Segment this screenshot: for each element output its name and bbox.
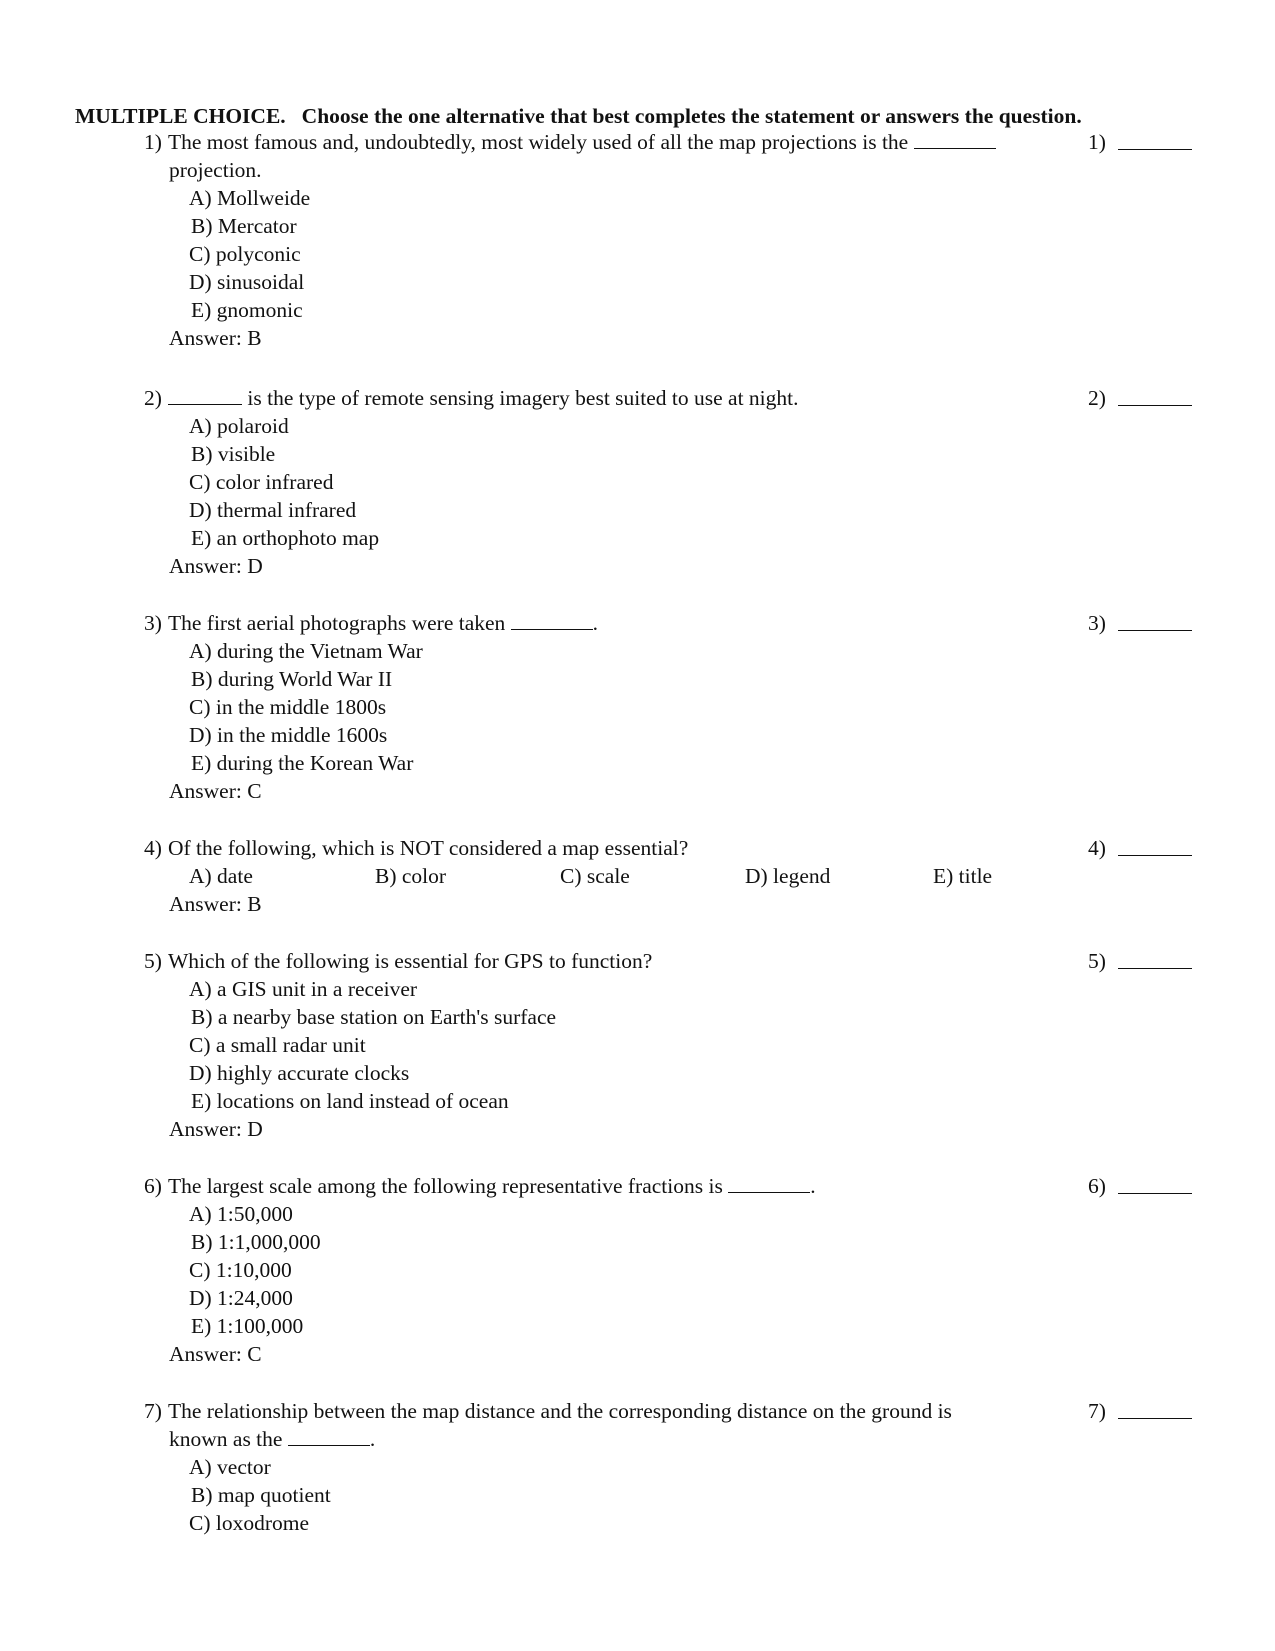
option-c: C) 1:10,000 (189, 1258, 292, 1282)
option-b: B) visible (191, 442, 276, 466)
option-a: A) Mollweide (189, 186, 311, 210)
margin-answer-line[interactable] (1118, 968, 1192, 969)
options-list (189, 1200, 321, 1340)
question-stem (144, 834, 1044, 862)
option-c: C) color infrared (189, 470, 334, 494)
option-a: A) during the Vietnam War (189, 639, 423, 663)
margin-number: 1) (1088, 130, 1106, 154)
option-c: C) a small radar unit (189, 1033, 366, 1057)
question-number: 1) (144, 130, 162, 154)
question-text: Of the following, which is NOT considered a map essential? (168, 836, 689, 860)
margin-number: 2) (1088, 386, 1106, 410)
question-stem (144, 1397, 1044, 1425)
option-e: E) locations on land instead of ocean (191, 1089, 509, 1113)
answer-key: Answer: B (169, 326, 262, 350)
margin-answer-line[interactable] (1118, 630, 1192, 631)
option-b: B) during World War II (191, 667, 393, 691)
margin-number: 6) (1088, 1174, 1106, 1198)
option-a: A) vector (189, 1455, 271, 1479)
option-b: B) color (375, 864, 447, 888)
margin-number: 4) (1088, 836, 1106, 860)
margin-number: 7) (1088, 1399, 1106, 1423)
option-e: E) an orthophoto map (191, 526, 380, 550)
option-e: E) title (933, 864, 993, 888)
margin-answer-line[interactable] (1118, 149, 1192, 150)
option-b: B) Mercator (191, 214, 297, 238)
option-e: E) 1:100,000 (191, 1314, 304, 1338)
option-d: D) legend (745, 864, 831, 888)
option-b: B) a nearby base station on Earth's surface (191, 1005, 557, 1029)
question-text: The relationship between the map distance and the corresponding distance on the ground is (168, 1399, 952, 1423)
question-stem (144, 609, 1044, 637)
option-d: D) in the middle 1600s (189, 723, 388, 747)
options-list (189, 637, 423, 777)
question-stem (144, 1172, 1044, 1200)
margin-answer-line[interactable] (1118, 1418, 1192, 1419)
options-list (189, 975, 556, 1115)
answer-blank (914, 128, 996, 149)
answer-key: Answer: D (169, 1117, 263, 1141)
question-text: The first aerial photographs were taken (168, 611, 506, 635)
option-c: C) polyconic (189, 242, 301, 266)
option-a: A) polaroid (189, 414, 289, 438)
option-c: C) in the middle 1800s (189, 695, 387, 719)
options-list (189, 412, 379, 552)
answer-key: Answer: C (169, 1342, 262, 1366)
option-e: E) gnomonic (191, 298, 303, 322)
question-text: Which of the following is essential for GPS to function? (168, 949, 653, 973)
option-a: A) date (189, 864, 253, 888)
question-text: The largest scale among the following representative fractions is (168, 1174, 723, 1198)
options-list (189, 184, 310, 324)
margin-number: 3) (1088, 611, 1106, 635)
question-text-end: . (592, 611, 599, 635)
option-d: D) 1:24,000 (189, 1286, 293, 1310)
margin-answer-line[interactable] (1118, 855, 1192, 856)
answer-key: Answer: C (169, 779, 262, 803)
question-text-continued (169, 1425, 375, 1453)
question-text: is the type of remote sensing imagery best suited to use at night. (247, 386, 799, 410)
question-stem (144, 128, 1044, 156)
question-text: The most famous and, undoubtedly, most widely used of all the map projections is the (168, 130, 909, 154)
options-list (189, 1453, 331, 1537)
section-header (75, 104, 1082, 129)
answer-blank (728, 1172, 810, 1193)
question-number: 2) (144, 386, 162, 410)
question-stem (144, 384, 1044, 412)
margin-number: 5) (1088, 949, 1106, 973)
question-number: 6) (144, 1174, 162, 1198)
option-c: C) scale (560, 864, 630, 888)
margin-answer-line[interactable] (1118, 405, 1192, 406)
question-text-cont: known as the (169, 1427, 283, 1451)
question-text-continued: projection. (169, 158, 262, 182)
answer-key: Answer: D (169, 554, 263, 578)
answer-key: Answer: B (169, 892, 262, 916)
margin-answer-line[interactable] (1118, 1193, 1192, 1194)
question-number: 5) (144, 949, 162, 973)
question-stem (144, 947, 1044, 975)
option-e: E) during the Korean War (191, 751, 414, 775)
option-c: C) loxodrome (189, 1511, 310, 1535)
option-d: D) thermal infrared (189, 498, 357, 522)
option-d: D) sinusoidal (189, 270, 305, 294)
answer-blank (168, 384, 242, 405)
question-text-end: . (810, 1174, 816, 1198)
option-b: B) 1:1,000,000 (191, 1230, 321, 1254)
question-number: 4) (144, 836, 162, 860)
answer-blank (288, 1425, 370, 1446)
option-b: B) map quotient (191, 1483, 331, 1507)
option-a: A) a GIS unit in a receiver (189, 977, 418, 1001)
section-instruction: Choose the one alternative that best completes the statement or answers the question. (301, 104, 1082, 128)
option-d: D) highly accurate clocks (189, 1061, 410, 1085)
question-number: 7) (144, 1399, 162, 1423)
section-title: MULTIPLE CHOICE. (75, 104, 286, 128)
question-number: 3) (144, 611, 162, 635)
option-a: A) 1:50,000 (189, 1202, 293, 1226)
question-text-end: . (369, 1427, 376, 1451)
answer-blank (511, 609, 593, 630)
